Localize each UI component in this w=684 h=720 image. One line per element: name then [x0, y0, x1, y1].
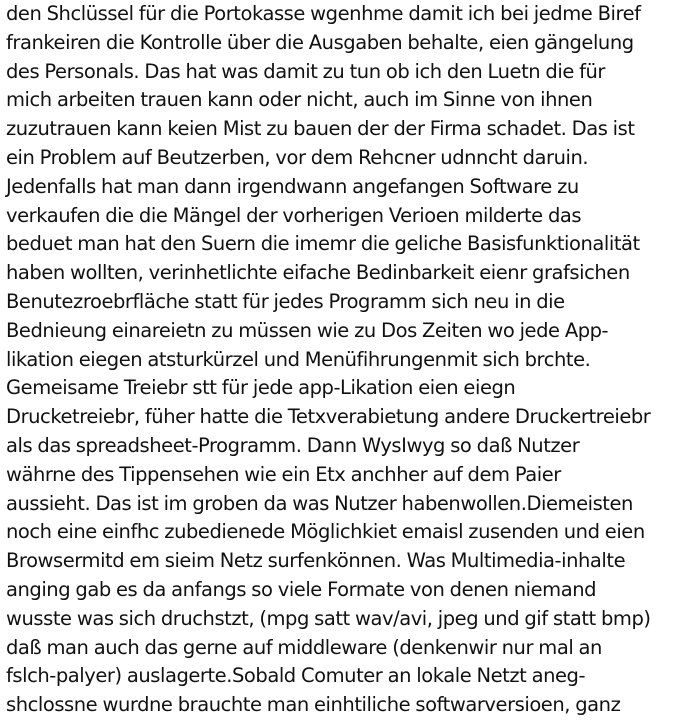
- text-line: shclossne wurdne brauchte man einhtiliche softwarversioen, ganz: [6, 693, 621, 717]
- text-line: des Personals. Das hat was damit zu tun ob ich den Luetn die für: [6, 59, 606, 83]
- text-line: wusste was sich druchstzt, (mpg satt wav/avi, jpeg und gif statt bmp): [6, 606, 651, 630]
- document-text-block: [6, 0, 682, 720]
- text-line: haben wollten, verinhetlichte eifache Bedinbarkeit eienr grafsichen: [6, 261, 630, 285]
- text-line: aussieht. Das ist im groben da was Nutzer habenwollen.Diemeisten: [6, 491, 633, 515]
- text-line: den Shclüssel für die Portokasse wgenhme damit ich bei jedme Biref: [6, 2, 641, 25]
- text-line: mich arbeiten trauen kann oder nicht, auch im Sinne von ihnen: [6, 88, 593, 112]
- text-line: währne des Tippensehen wie ein Etx anchher auf dem Paier: [6, 462, 561, 486]
- text-line: ein Problem auf Beutzerben, vor dem Rehcner udnncht daruin.: [6, 145, 589, 169]
- text-line: beduet man hat den Suern die imemr die geliche Basisfunktionalität: [6, 232, 640, 256]
- text-line: anging gab es da anfangs so viele Formate von denen niemand: [6, 577, 597, 601]
- text-line: likation eiegen atsturkürzel und Menüfihrungenmit sich brchte.: [6, 347, 591, 371]
- text-line: als das spreadsheet-Programm. Dann WysIwyg so daß Nutzer: [6, 433, 580, 457]
- text-line: noch eine einfhc zubedienede Möglichkiet emaisl zusenden und eien: [6, 520, 645, 544]
- text-line: verkaufen die die Mängel der vorherigen Verioen milderte das: [6, 203, 582, 227]
- text-line: fslch-palyer) auslagerte.Sobald Comuter an lokale Netzt aneg-: [6, 664, 586, 688]
- text-line: frankeiren die Kontrolle über die Ausgaben behalte, eien gängelung: [6, 30, 634, 54]
- text-line: zuzutrauen kann keien Mist zu bauen der der Firma schadet. Das ist: [6, 117, 635, 141]
- text-line: Benutezroebrfläche statt für jedes Programm sich neu in die: [6, 289, 565, 313]
- text-line: Browsermitd em sieim Netz surfenkönnen. Was Multimedia-inhalte: [6, 549, 626, 573]
- text-line: Bednieung einareietn zu müssen wie zu Dos Zeiten wo jede App-: [6, 318, 609, 342]
- text-line: Jedenfalls hat man dann irgendwann angefangen Software zu: [6, 174, 579, 198]
- text-line: Gemeisame Treiebr stt für jede app-Likation eien eiegn: [6, 376, 516, 400]
- text-line: Drucketreiebr, füher hatte die Tetxverabietung andere Druckertreiebr: [6, 405, 651, 429]
- text-line: daß man auch das gerne auf middleware (denkenwir nur mal an: [6, 635, 602, 659]
